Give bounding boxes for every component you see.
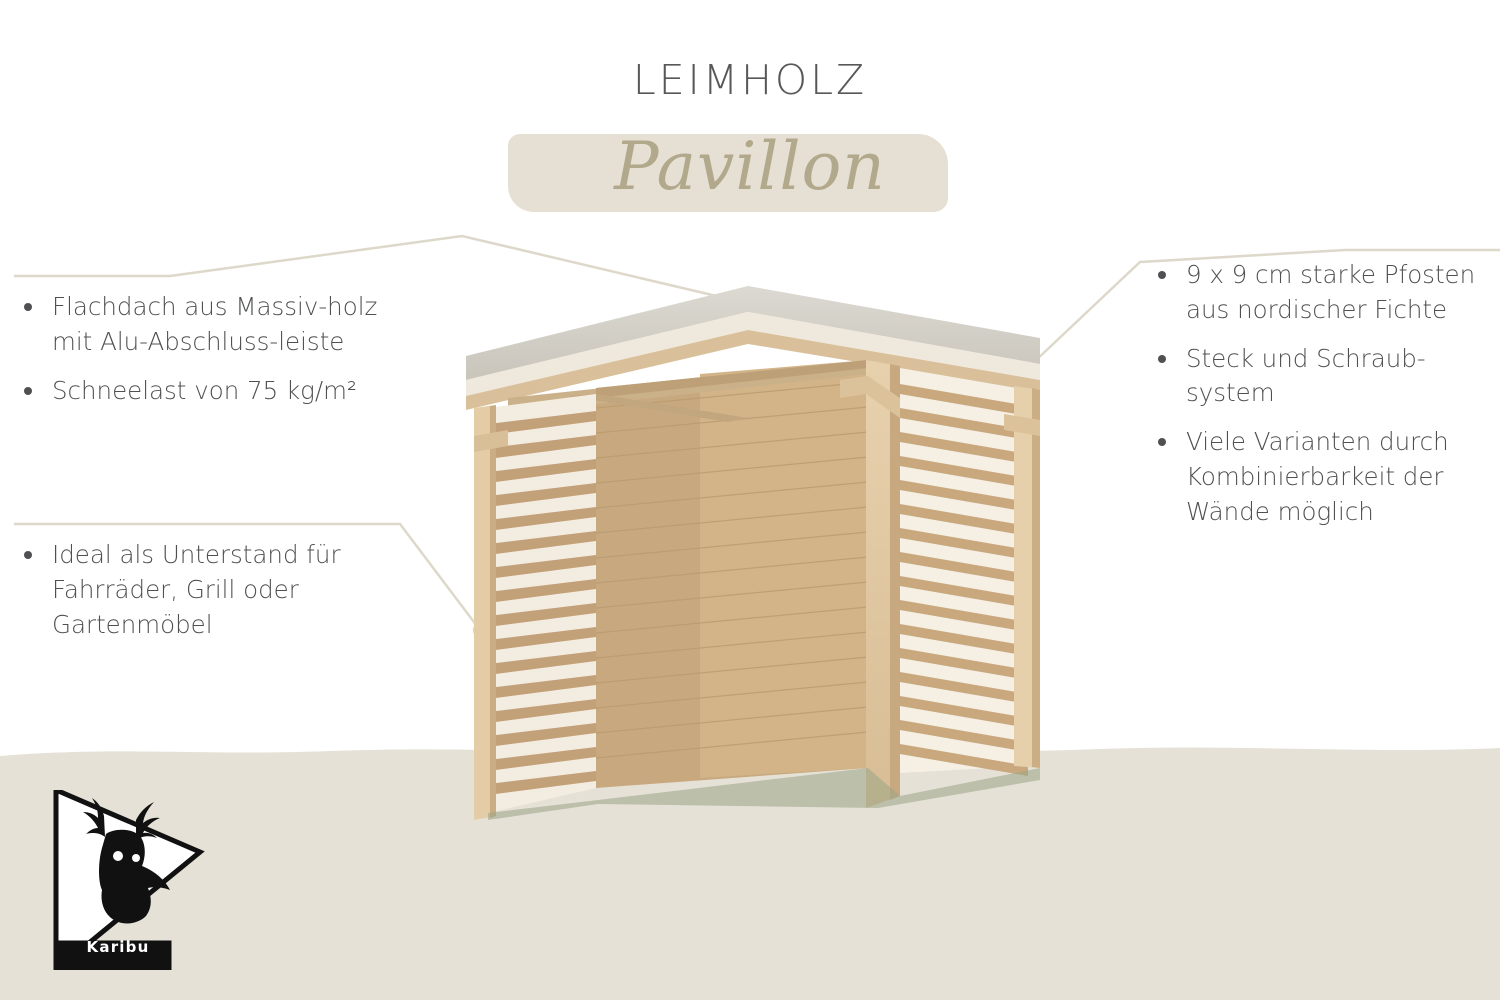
back-wall xyxy=(596,360,868,788)
page-title: LEIMHOLZ xyxy=(632,56,868,104)
list-item: Flachdach aus Massiv-holz mit Alu-Abschluss-leiste xyxy=(14,290,394,360)
callout-right xyxy=(1148,258,1500,543)
list-item: Steck und Schraub-system xyxy=(1148,342,1500,412)
list-item: 9 x 9 cm starke Pfosten aus nordischer Fichte xyxy=(1148,258,1500,328)
brand-name: Karibu xyxy=(86,938,150,956)
brand-logo xyxy=(48,790,208,970)
product-illustration xyxy=(448,268,1058,828)
callout-left-bottom xyxy=(14,538,394,656)
list-item: Schneelast von 75 kg/m² xyxy=(14,374,394,409)
script-title: Pavillon xyxy=(614,128,886,205)
list-item: Viele Varianten durch Kombinierbarkeit der Wände möglich xyxy=(1148,425,1500,529)
list-item: Ideal als Unterstand für Fahrräder, Grill oder Gartenmöbel xyxy=(14,538,394,642)
left-slat-wall xyxy=(488,394,596,813)
script-title-wrap xyxy=(0,128,1500,205)
callout-left-top xyxy=(14,290,394,422)
